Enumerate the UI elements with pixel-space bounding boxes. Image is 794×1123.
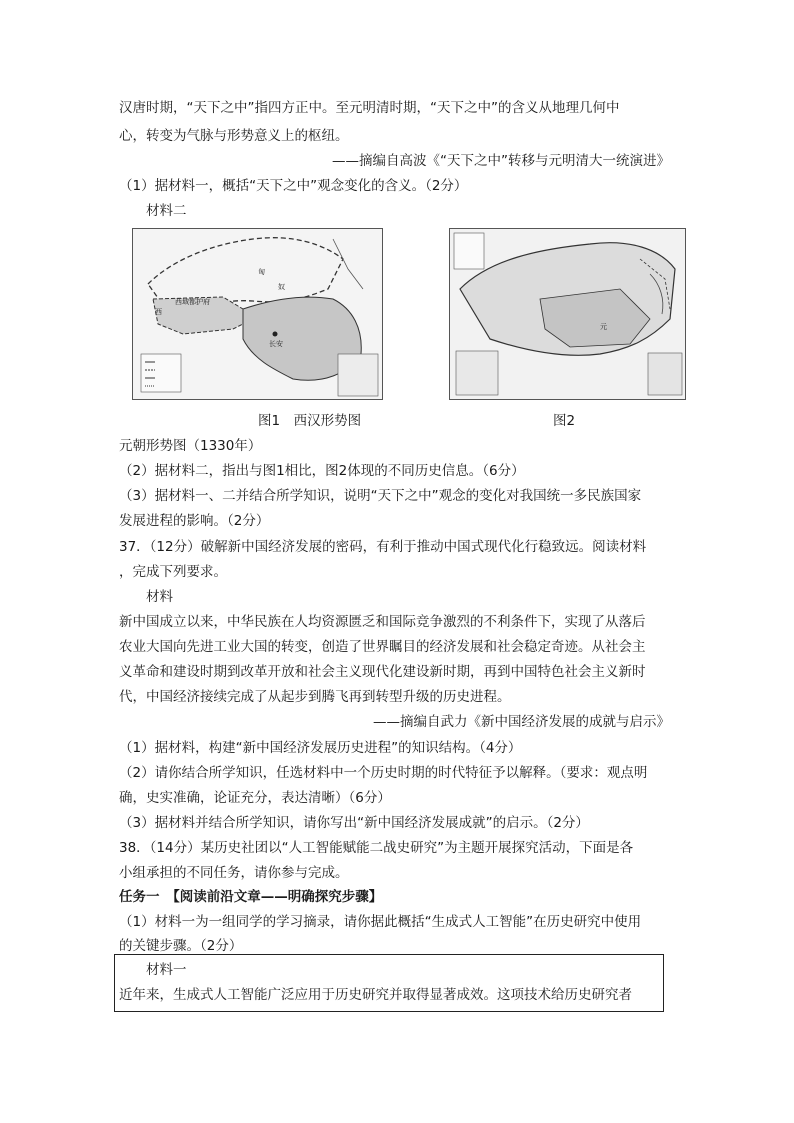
material-line: 农业大国向先进工业大国的转变，创造了世界瞩目的经济发展和社会稳定奇迹。从社会主 <box>119 639 646 655</box>
question-38-cont: 小组承担的不同任务，请你参与完成。 <box>119 865 349 881</box>
material-1-title: 材料一 <box>146 962 187 978</box>
map2-label-yuan: 元 <box>600 323 607 331</box>
text-line: 心，转变为气脉与形势意义上的枢纽。 <box>119 128 349 144</box>
question-37-2: （2）请你结合所学知识，任选材料中一个历史时期的时代特征予以解释。（要求：观点明 <box>119 765 648 781</box>
question-37-2-cont: 确，史实准确，论证充分，表达清晰）（6分） <box>119 790 391 806</box>
material-line: 义革命和建设时期到改革开放和社会主义现代化建设新时期，再到中国特色社会主义新时 <box>119 664 646 680</box>
material-label: 材料 <box>146 589 173 605</box>
figure-2-title: 元朝形势图（1330年） <box>119 438 262 454</box>
material-1-line: 近年来，生成式人工智能广泛应用于历史研究并取得显著成效。这项技术给历史研究者 <box>119 987 632 1003</box>
question-38: 38．（14分）某历史社团以“人工智能赋能二战史研究”为主题开展探究活动，下面是各 <box>119 840 634 856</box>
map-western-han <box>132 228 383 400</box>
question-1: （1）据材料一，概括“天下之中”观念变化的含义。（2分） <box>119 178 468 194</box>
material-2-title: 材料二 <box>146 203 187 219</box>
map-yuan-dynasty <box>449 228 686 400</box>
map1-label-xi: 西 <box>155 308 162 316</box>
map1-label-xiyu: 西域都护府 <box>175 298 210 306</box>
material-line: 代，中国经济接续完成了从起步到腾飞再到转型升级的历史进程。 <box>119 689 511 705</box>
task-1-heading: 任务一 【阅读前沿文章——明确探究步骤】 <box>119 889 383 905</box>
figure-2-caption: 图2 <box>553 413 576 429</box>
map1-label-nu: 奴 <box>278 283 285 291</box>
material-1-box <box>114 954 664 1012</box>
question-38-1-cont: 的关键步骤。（2分） <box>119 938 243 954</box>
question-37-cont: ，完成下列要求。 <box>119 564 227 580</box>
map-western-han-drawing <box>133 229 382 399</box>
question-37: 37．（12分）破解新中国经济发展的密码，有利于推动中国式现代化行稳致远。阅读材料 <box>119 539 647 555</box>
question-37-1: （1）据材料，构建“新中国经济发展历史进程”的知识结构。（4分） <box>119 740 522 756</box>
map1-label-changan: 长安 <box>269 340 283 348</box>
question-38-1: （1）材料一为一组同学的学习摘录，请你据此概括“生成式人工智能”在历史研究中使用 <box>119 914 642 930</box>
map-yuan-dynasty-drawing <box>450 229 685 399</box>
question-3: （3）据材料一、二并结合所学知识，说明“天下之中”观念的变化对我国统一多民族国家 <box>119 488 642 504</box>
source-citation: ——摘编自高波《“天下之中”转移与元明清大一统演进》 <box>332 153 670 169</box>
source-citation-2: ——摘编自武力《新中国经济发展的成就与启示》 <box>373 714 670 730</box>
question-2: （2）据材料二，指出与图1相比，图2体现的不同历史信息。（6分） <box>119 463 525 479</box>
material-line: 新中国成立以来，中华民族在人均资源匮乏和国际竞争激烈的不利条件下，实现了从落后 <box>119 614 646 630</box>
map1-label-xiong: 匈 <box>258 268 265 276</box>
question-37-3: （3）据材料并结合所学知识，请你写出“新中国经济发展成就”的启示。（2分） <box>119 815 589 831</box>
text-line: 汉唐时期，“天下之中”指四方正中。至元明清时期，“天下之中”的含义从地理几何中 <box>119 100 620 116</box>
question-3-cont: 发展进程的影响。（2分） <box>119 513 270 529</box>
figure-1-caption: 图1 西汉形势图 <box>258 413 362 429</box>
